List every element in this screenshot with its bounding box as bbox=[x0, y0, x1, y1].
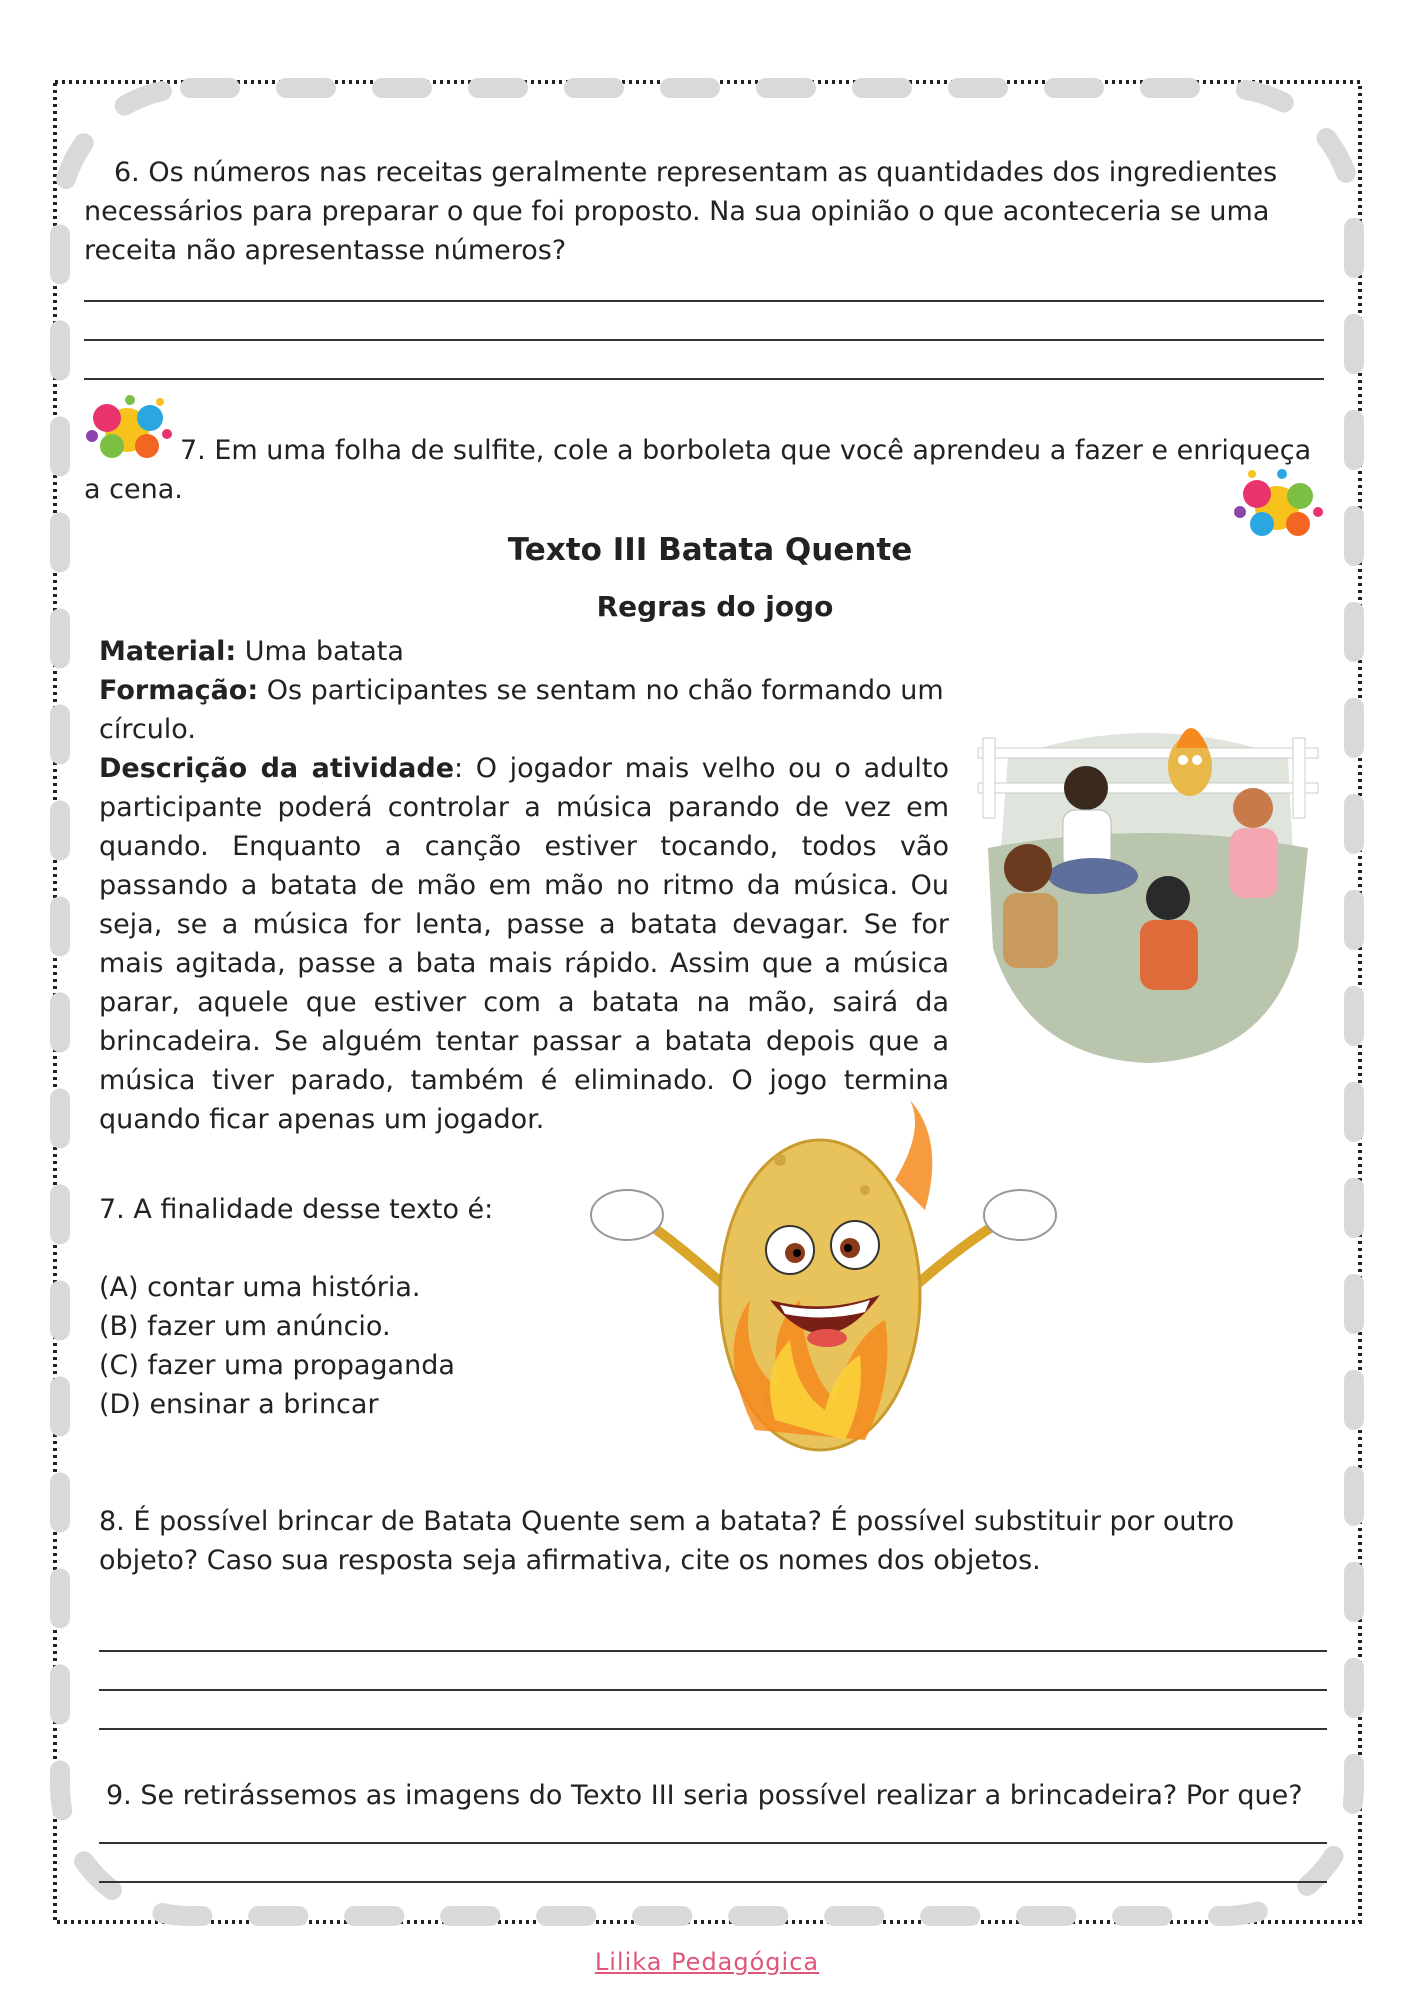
question-9: 9. Se retirássemos as imagens do Texto III seria possível realizar a brincadeira? Por que? bbox=[106, 1780, 1303, 1811]
answer-line[interactable] bbox=[99, 1842, 1327, 1844]
formacao-value: Os participantes se sentam no chão formando um círculo. bbox=[99, 675, 944, 745]
material-label: Material: bbox=[99, 636, 237, 667]
formacao-line bbox=[99, 671, 949, 749]
hot-potato-character bbox=[565, 1100, 1105, 1470]
option-a[interactable]: (A) contar uma história. bbox=[99, 1272, 421, 1303]
answer-line[interactable] bbox=[99, 1689, 1327, 1691]
answer-line[interactable] bbox=[84, 300, 1324, 302]
descricao-paragraph bbox=[99, 749, 949, 1139]
text3-title: Texto III Batata Quente bbox=[507, 532, 913, 568]
question-6: 6. Os números nas receitas geralmente representam as quantidades dos ingredientes necessários para preparar o que foi proposto. Na sua opinião o que aconteceria se uma receita não apresentasse números? bbox=[84, 157, 1278, 266]
answer-line[interactable] bbox=[84, 378, 1324, 380]
children-playing-illustration bbox=[968, 698, 1326, 1068]
formacao-label: Formação: bbox=[99, 675, 259, 706]
answer-line[interactable] bbox=[99, 1728, 1327, 1730]
footer-credit: Lilika Pedagógica bbox=[594, 1948, 820, 1976]
option-c[interactable]: (C) fazer uma propaganda bbox=[99, 1350, 455, 1381]
material-line bbox=[99, 632, 949, 671]
answer-line[interactable] bbox=[99, 1650, 1327, 1652]
descricao-value: : O jogador mais velho ou o adulto participante poderá controlar a música parando de vez em quando. Enquanto a canção estiver tocando, todos vão passando a batata de mão em mão no ritmo da música. Ou seja, se a música for lenta, passe a batata devagar. Se for mais agitada, passe a bata mais rápido. Assim que a música parar, aquele que estiver com a batata na mão, sairá da brincadeira. Se alguém tentar passar a batata depois que a música tiver parado, também é eliminado. O jogo termina quando ficar apenas um jogador. bbox=[99, 753, 949, 1135]
question-8: 8. É possível brincar de Batata Quente sem a batata? É possível substituir por outro objeto? Caso sua resposta seja afirmativa, cite os nomes dos objetos. bbox=[99, 1506, 1235, 1576]
answer-line[interactable] bbox=[84, 339, 1324, 341]
option-b[interactable]: (B) fazer um anúncio. bbox=[99, 1311, 391, 1342]
options-list bbox=[99, 1268, 579, 1424]
material-value: Uma batata bbox=[236, 636, 404, 667]
option-d[interactable]: (D) ensinar a brincar bbox=[99, 1389, 379, 1420]
descricao-label: Descrição da atividade bbox=[99, 753, 455, 784]
text3-subtitle: Regras do jogo bbox=[596, 590, 834, 623]
question-7-collage: 7. Em uma folha de sulfite, cole a borboleta que você aprendeu a fazer e enriqueça a cena. bbox=[84, 435, 1312, 505]
answer-line[interactable] bbox=[99, 1881, 1327, 1883]
question-7-purpose: 7. A finalidade desse texto é: bbox=[99, 1194, 494, 1225]
